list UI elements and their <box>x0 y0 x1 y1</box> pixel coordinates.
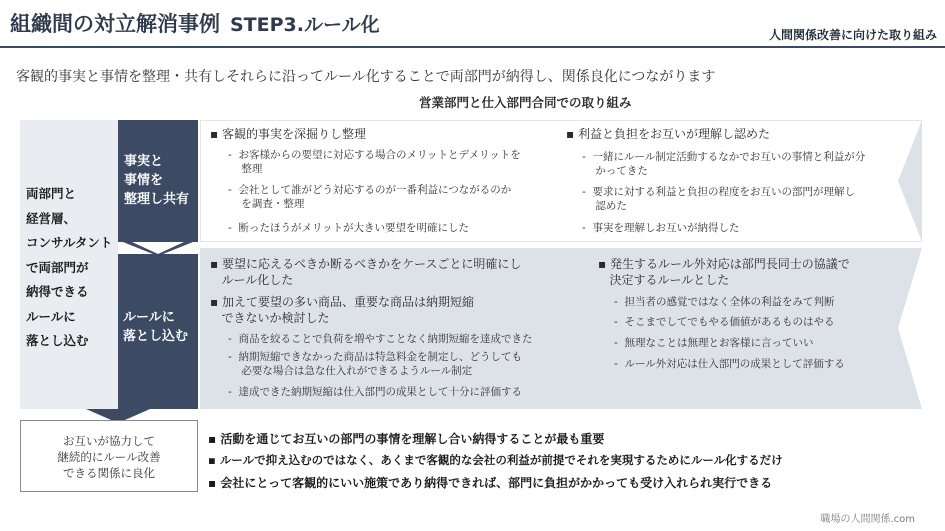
sub-text: 達成できた納期短縮は仕入部門の成果として十分に評価する <box>238 386 522 398</box>
conclusion-text: 活動を通じてお互いの部門の事情を理解し合い納得することが最も重要 <box>220 432 605 446</box>
stage2-label-line: 落とし込む <box>123 329 189 344</box>
stage2-left-sub: - 納期短縮できなかった商品は特急料金を制定し、どうしても 必要な場合は急な仕入れができるようルール制定 <box>228 351 522 377</box>
sub-text: お客様からの要望に対応する場合のメリットとデメリットを <box>238 149 521 161</box>
stage1-left-bullet: ▪ 客観的事実を深掘りし整理 <box>210 127 366 141</box>
stage1-right-sub: - 一緒にルール制定活動するなかでお互いの事情と利益が分 かってきた <box>582 151 866 177</box>
result-box <box>20 420 198 492</box>
header-divider <box>0 46 945 48</box>
stage2-right-sub: - 担当者の感覚ではなく全体の利益をみて判断 <box>614 296 835 308</box>
bullet-text: 決定するルールとした <box>609 273 730 287</box>
left-summary-text <box>26 182 112 354</box>
panel-notch <box>898 120 922 242</box>
conclusion-item: ▪ 活動を通じてお互いの部門の事情を理解し合い納得することが最も重要 <box>208 432 605 446</box>
sub-text: ルール外対応は仕入部門の成果として評価する <box>624 358 845 370</box>
panel-notch <box>898 248 922 409</box>
conclusion-text: 会社にとって客観的にいい施策であり納得できれば、部門に負担がかかっても受け入れられ実行できる <box>220 476 773 490</box>
sub-text: かってきた <box>595 165 648 177</box>
stage1-right-bullet: ▪ 利益と負担をお互いが理解し認めた <box>566 127 770 141</box>
sub-text: 要求に対する利益と負担の程度をお互いの部門が理解し <box>592 186 855 198</box>
left-line: 経営層、 <box>26 210 77 226</box>
title-main: 組織間の対立解消事例 <box>10 12 220 36</box>
stage2-label <box>123 308 188 346</box>
sub-text: を調査・整理 <box>241 198 305 210</box>
sub-text: 必要な場合は急な仕入れができるようルール制定 <box>241 365 473 377</box>
stage2-right-sub: - 無理なことは無理とお客様に言っていい <box>614 337 814 349</box>
result-line: 継続的にルール改善 <box>57 450 161 464</box>
stage2-left-sub: - 達成できた納期短縮は仕入部門の成果として十分に評価する <box>228 386 522 398</box>
header-tag: 人間関係改善に向けた取り組み <box>768 28 937 42</box>
sub-text: 会社として誰がどう対応するのが一番利益につながるのか <box>238 184 512 196</box>
conclusion-text: ルールで抑え込むのではなく、あくまで客観的な会社の利益が前提でそれを実現するためにルール化するだけ <box>219 453 783 467</box>
result-line: できる関係に良化 <box>63 466 155 480</box>
stage1-label-box <box>118 120 198 242</box>
stage1-left-sub: - お客様からの要望に対応する場合のメリットとデメリットを 整理 <box>228 149 521 175</box>
bullet-text: 加えて要望の多い商品、重要な商品は納期短縮 <box>221 295 474 309</box>
sub-text: 商品を絞ることで負荷を増やすことなく納期短縮を達成できた <box>238 333 533 345</box>
stage1-left-sub: - 断ったほうがメリットが大きい要望を明確にした <box>228 222 470 234</box>
left-line: で両部門が <box>26 259 89 275</box>
title-step: STEP3.ルール化 <box>230 14 380 36</box>
stage1-right-sub: - 要求に対する利益と負担の程度をお互いの部門が理解し 認めた <box>582 186 855 212</box>
result-line: お互いが協力して <box>63 434 155 448</box>
bullet-text: 利益と負担をお互いが理解し認めた <box>577 127 770 141</box>
stage1-right-sub: - 事実を理解しお互いが納得した <box>582 222 740 234</box>
left-line: 納得できる <box>26 284 89 299</box>
left-line: コンサルタント <box>26 235 113 250</box>
result-text <box>21 433 197 481</box>
stage1-label-line: 事実と <box>124 154 164 169</box>
bullet-text: 発生するルール外対応は部門長同士の協議で <box>609 257 850 271</box>
sub-text: そこまでしてでもやる価値があるものはやる <box>624 316 835 328</box>
left-line: 落とし込む <box>26 333 89 348</box>
stage2-right-sub: - そこまでしてでもやる価値があるものはやる <box>614 316 835 328</box>
sub-text: 納期短縮できなかった商品は特急料金を制定し、どうしても <box>238 351 522 363</box>
conclusion-item: ▪ 会社にとって客観的にいい施策であり納得できれば、部門に負担がかかっても受け入れられ実行できる <box>208 476 773 490</box>
left-line: 両部門と <box>26 186 77 201</box>
left-line: ルールに <box>26 308 76 324</box>
stage2-left-sub: - 商品を絞ることで負荷を増やすことなく納期短縮を達成できた <box>228 333 533 345</box>
sub-text: 断ったほうがメリットが大きい要望を明確にした <box>238 222 470 234</box>
bullet-text: ルール化した <box>221 273 294 287</box>
stage2-label-box <box>118 254 198 409</box>
stage1-left-sub: - 会社として誰がどう対応するのが一番利益につながるのか を調査・整理 <box>228 184 512 210</box>
sub-text: 整理 <box>241 163 263 175</box>
stage2-left-bullet: ▪ 要望に応えるべきか断るべきかをケースごとに明確にし ルール化した <box>210 257 522 287</box>
stage2-right-sub: - ルール外対応は仕入部門の成果として評価する <box>614 358 845 370</box>
section-heading: 営業部門と仕入部門合同での取り組み <box>419 95 632 110</box>
conclusion-item: ▪ ルールで抑え込むのではなく、あくまで客観的な会社の利益が前提でそれを実現するためにルール化するだけ <box>208 453 783 467</box>
sub-text: 事実を理解しお互いが納得した <box>592 222 740 234</box>
subtitle: 客観的事実と事情を整理・共有しそれらに沿ってルール化することで両部門が納得し、関係良化につながります <box>16 69 716 85</box>
sub-text: 担当者の感覚ではなく全体の利益をみて判断 <box>624 296 835 308</box>
stage2-left-bullet: ▪ 加えて要望の多い商品、重要な商品は納期短縮 できないか検討した <box>210 295 474 325</box>
bullet-text: できないか検討した <box>221 311 330 325</box>
stage2-right-bullet: ▪ 発生するルール外対応は部門長同士の協議で 決定するルールとした <box>598 257 850 287</box>
stage1-label-line: 整理し共有 <box>124 192 190 207</box>
sub-text: 無理なことは無理とお客様に言っていい <box>624 337 814 349</box>
page-title <box>10 8 380 38</box>
stage1-label <box>124 152 189 209</box>
bullet-text: 客観的事実を深掘りし整理 <box>221 127 366 141</box>
sub-text: 認めた <box>595 200 627 212</box>
stage2-label-line: ルールに <box>123 310 175 325</box>
sub-text: 一緒にルール制定活動するなかでお互いの事情と利益が分 <box>592 151 866 163</box>
stage1-label-line: 事情を <box>124 173 164 188</box>
bullet-text: 要望に応えるべきか断るべきかをケースごとに明確にし <box>221 257 522 271</box>
footer-credit: 職場の人間関係.com <box>820 514 915 525</box>
left-summary-box <box>20 120 118 409</box>
